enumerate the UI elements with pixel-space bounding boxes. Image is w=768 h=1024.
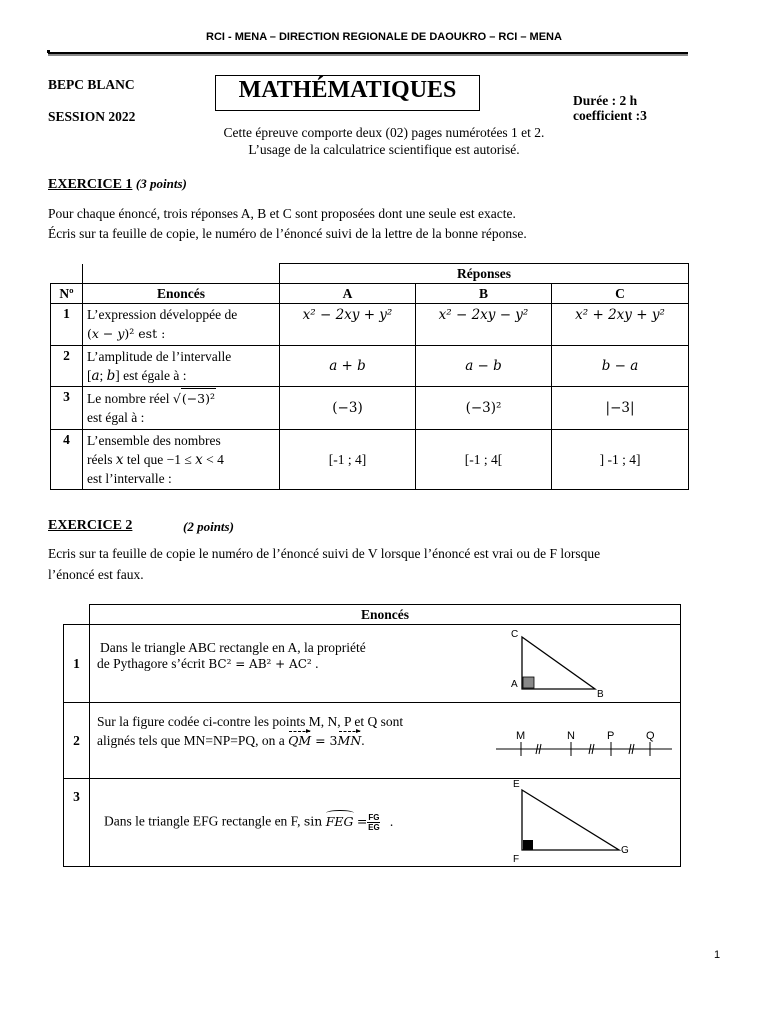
subject-title: MATHÉMATIQUES [238,77,457,103]
answer-b: 𝑥² − 2𝑥𝑦 − 𝑦² [416,304,552,346]
statement-text: alignés tels que MN=NP=PQ, on a [97,733,285,748]
row-number: 1 [64,625,90,703]
answer-a: 𝑎 + 𝑏 [280,346,416,387]
row-number: 2 [64,703,90,779]
equals-sign: = [356,813,368,829]
pythagoras-formula: BC² = AB² + AC² [208,656,312,671]
table-row [64,625,681,703]
statement-cell [90,625,681,703]
statements-header: Enoncés [90,605,681,625]
vertex-label-c: C [511,629,519,640]
statement-line: L’amplitude de l’intervalle [87,349,232,364]
numerator: FG [368,813,380,822]
statement-cell [83,430,280,490]
statements-header: Enoncés [83,284,280,304]
vertex-label-g: G [621,845,629,856]
header-dot [47,50,50,53]
statement-line: réels 𝑥 tel que −1 ≤ 𝑥 < 4 [87,452,224,467]
table-row [51,430,689,490]
exercise-2-instruction-1: Ecris sur ta feuille de copie le numéro de l’énoncé suivi de V lorsque l’énoncé est vrai ou de F lorsque [48,546,601,561]
row-number: 1 [51,304,83,346]
empty-cell [51,264,83,284]
answer-c: ] -1 ; 4] [552,430,689,490]
statement-line: L’ensemble des nombres [87,433,221,448]
answer-b: [-1 ; 4[ [416,430,552,490]
exercise-1-instruction-2: Écris sur ta feuille de copie, le numéro de l’énoncé suivi de la lettre de la bonne réponse. [48,226,527,241]
table-row [51,304,689,346]
exam-info-2: L’usage de la calculatrice scientifique est autorisé. [248,142,520,157]
answer-c: 𝑥² + 2𝑥𝑦 + 𝑦² [552,304,689,346]
point-label-m: M [516,730,526,742]
statement-cell [90,703,681,779]
exercise-1-heading [48,176,187,193]
row-number: 3 [51,387,83,430]
square-root-argument: (−3)² [181,388,216,408]
statement-line: L’expression développée de [87,307,238,322]
row-number: 3 [64,779,90,867]
vertex-label-a: A [511,679,518,690]
vertex-label-f: F [513,854,520,865]
right-angle-marker [523,677,534,688]
triangle-efg-figure [495,780,645,868]
answer-c: 𝑏 − 𝑎 [552,346,689,387]
answer-c-header: C [552,284,689,304]
duration: Durée : 2 h [573,93,638,108]
coefficient: coefficient :3 [573,108,647,123]
statement-line: (𝑥 − 𝑦)² est : [87,326,166,341]
table-row [51,387,689,430]
statement-end: . [389,813,394,829]
denominator: EG [368,823,380,832]
statement-line: Sur la figure codée ci-contre les points M, N, P et Q sont [97,714,404,729]
angle-feg: 𝐹𝐸𝐺 [325,813,354,829]
sine-function: sin [303,813,323,829]
triangle-abc-figure [495,626,625,702]
statement-cell [83,387,280,430]
answer-c: |−3| [552,387,689,430]
answer-a: (−3) [280,387,416,430]
answer-a: 𝑥² − 2𝑥𝑦 + 𝑦² [280,304,416,346]
answer-a-header: A [280,284,416,304]
exam-name: BEPC BLANC [48,77,135,92]
number-header: Nº [51,284,83,304]
statement-cell [83,346,280,387]
table-row [51,346,689,387]
table-row [64,703,681,779]
answer-b: 𝑎 − 𝑏 [416,346,552,387]
statement-cell [90,779,681,867]
statement-text: de Pythagore s’écrit [97,655,205,671]
empty-cell [83,264,280,284]
vertex-label-e: E [513,780,520,790]
exercise-1-table [50,263,689,490]
exercise-2-table [63,604,681,867]
aligned-points-figure [494,725,674,765]
statement-cell [83,304,280,346]
row-number: 2 [51,346,83,387]
right-angle-marker [523,840,533,850]
row-number: 4 [51,430,83,490]
vector-qm: 𝑄𝑀 [288,733,312,748]
exam-info-1: Cette épreuve comporte deux (02) pages numérotées 1 et 2. [223,125,545,140]
statement-line: [𝑎; 𝑏] est égale à : [87,368,187,383]
exercise-2-title: EXERCICE 2 [48,518,133,533]
ratio-fraction [367,813,380,832]
exercise-2-points: (2 points) [183,519,234,534]
session: SESSION 2022 [48,109,136,124]
responses-header: Réponses [280,264,689,284]
exercise-1-title: EXERCICE 1 [48,177,133,192]
statement-text: Le nombre réel [87,391,170,406]
exercise-1-instruction-1: Pour chaque énoncé, trois réponses A, B et C sont proposées dont une seule est exacte. [48,206,516,221]
statement-text: Dans le triangle EFG rectangle en F, [104,813,301,829]
point-label-q: Q [646,730,655,742]
exercise-2-instruction-2: l’énoncé est faux. [48,567,144,582]
statement-end: . [315,655,319,671]
vector-mn: 𝑀𝑁 [337,733,362,748]
page-number: 1 [714,949,721,961]
point-label-n: N [567,730,575,742]
statement-end: . [361,733,365,748]
statement-line [87,388,275,408]
exercise-1-points: (3 points) [135,176,187,191]
statement-line: Dans le triangle ABC rectangle en A, la propriété [100,639,366,655]
triangle-efg [522,790,619,850]
header-rule [48,52,688,54]
answer-b-header: B [416,284,552,304]
table-row [64,779,681,867]
statement-line: est l’intervalle : [87,471,172,486]
org-header: RCI - MENA – DIRECTION REGIONALE DE DAOUKRO – RCI – MENA [206,31,562,43]
answer-b: (−3)² [416,387,552,430]
square-root-symbol: √ [172,391,181,406]
statement-line: est égal à : [87,410,145,425]
answer-a: [-1 ; 4] [280,430,416,490]
point-label-p: P [607,730,615,742]
vertex-label-b: B [597,689,604,700]
vector-equation: = 3 [311,733,338,748]
empty-cell [64,605,90,625]
